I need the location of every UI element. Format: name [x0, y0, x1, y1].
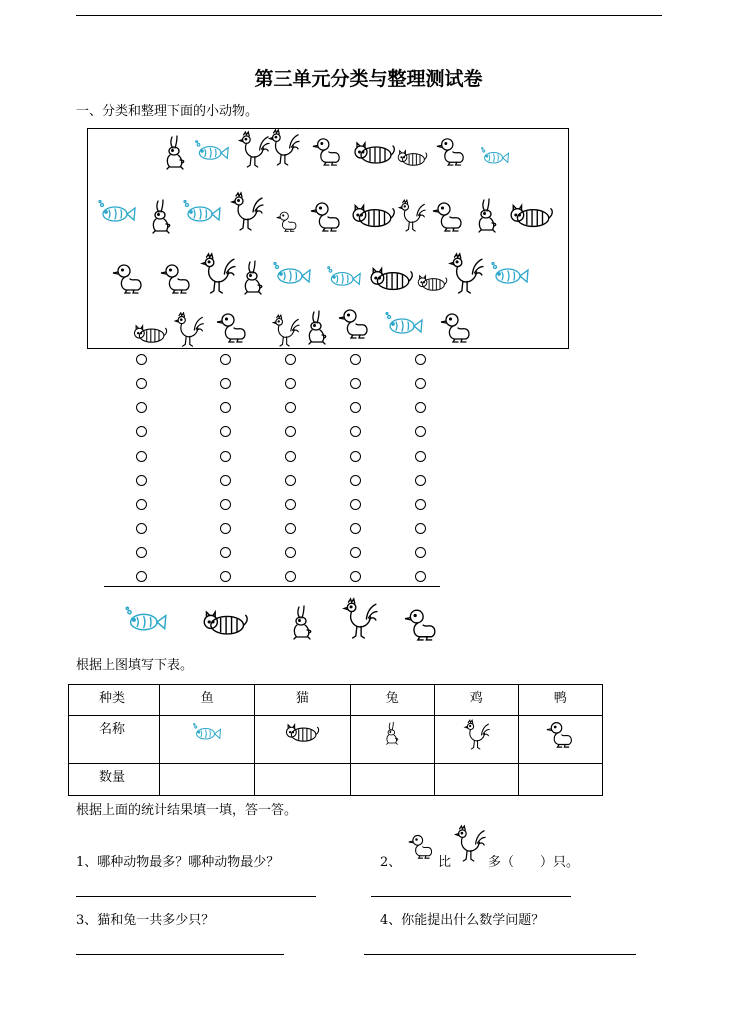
tally-circle[interactable]: [285, 426, 296, 437]
tally-circle[interactable]: [350, 475, 361, 486]
fish-icon: [124, 606, 168, 636]
tally-circle[interactable]: [136, 402, 147, 413]
cat-icon: [396, 148, 428, 168]
count-cell[interactable]: [434, 764, 518, 796]
rooster-icon: [170, 312, 206, 348]
answer-line-2[interactable]: [371, 896, 571, 897]
duck-icon: [276, 210, 298, 232]
questions-instruction: 根据上面的统计结果填一填，答一答。: [76, 803, 298, 818]
rabbit-icon: [160, 134, 190, 170]
duck-icon: [440, 310, 472, 344]
table-name-row: [69, 716, 603, 764]
question-2-number: 2、: [380, 855, 402, 870]
rooster-icon: [270, 314, 300, 348]
cat-icon: [132, 322, 168, 346]
duck-icon: [546, 718, 574, 750]
tally-circle[interactable]: [285, 499, 296, 510]
cat-icon: [201, 608, 249, 638]
duck-icon: [112, 262, 144, 294]
rooster-icon: [396, 198, 426, 234]
answer-line-4[interactable]: [364, 954, 636, 955]
fish-icon: [272, 262, 312, 288]
tally-circle[interactable]: [415, 378, 426, 389]
header-cell: 鸭: [518, 685, 602, 716]
tally-circle[interactable]: [350, 354, 361, 365]
tally-circle[interactable]: [220, 499, 231, 510]
table-instruction: 根据上图填写下表。: [76, 658, 194, 673]
question-2-bi: 比: [438, 855, 452, 870]
tally-circle[interactable]: [350, 547, 361, 558]
duck-icon: [404, 606, 438, 642]
tally-circle[interactable]: [350, 426, 361, 437]
tally-circle[interactable]: [136, 499, 147, 510]
fish-icon: [97, 200, 137, 226]
tally-circle[interactable]: [220, 547, 231, 558]
name-cell-rabbit: [350, 716, 434, 764]
cat-icon: [352, 140, 396, 166]
fish-icon: [384, 312, 424, 338]
tally-circle[interactable]: [415, 475, 426, 486]
tally-circle[interactable]: [350, 571, 361, 582]
tally-circle[interactable]: [415, 499, 426, 510]
row-label: 名称: [69, 716, 160, 764]
count-cell[interactable]: [160, 764, 255, 796]
tally-circle[interactable]: [220, 475, 231, 486]
rabbit-icon: [238, 258, 268, 296]
rabbit-icon: [146, 198, 176, 234]
header-cell: 鱼: [160, 685, 255, 716]
tally-circle[interactable]: [136, 426, 147, 437]
answer-line-3[interactable]: [76, 954, 284, 955]
rooster-icon: [266, 128, 300, 168]
fish-icon: [194, 140, 230, 164]
cat-icon: [284, 721, 320, 745]
cat-icon: [508, 202, 554, 230]
rabbit-icon: [287, 602, 317, 642]
duck-icon: [436, 136, 466, 166]
duck-icon: [432, 200, 464, 232]
tally-circle[interactable]: [350, 378, 361, 389]
grid-baseline: [104, 586, 440, 587]
question-3: 3、猫和兔一共多少只？: [76, 913, 215, 928]
top-rule: [76, 15, 662, 16]
tally-circle[interactable]: [136, 451, 147, 462]
duck-icon: [408, 828, 434, 864]
fish-icon: [480, 147, 510, 167]
page-title: 第三单元分类与整理测试卷: [254, 68, 483, 90]
tally-circle[interactable]: [220, 426, 231, 437]
statistics-table: [68, 684, 603, 796]
duck-icon: [338, 306, 370, 340]
tally-circle[interactable]: [415, 547, 426, 558]
rooster-icon: [452, 824, 486, 864]
fish-icon: [490, 262, 530, 288]
name-cell-cat: [255, 716, 350, 764]
tally-circle[interactable]: [285, 451, 296, 462]
rooster-icon: [236, 130, 270, 170]
rooster-icon: [198, 252, 236, 296]
tally-circle[interactable]: [220, 451, 231, 462]
tally-circle[interactable]: [285, 378, 296, 389]
rooster-icon: [340, 596, 378, 642]
row-label: 数量: [69, 764, 160, 796]
tally-circle[interactable]: [285, 475, 296, 486]
count-cell[interactable]: [255, 764, 350, 796]
cat-icon: [350, 202, 396, 230]
table-header-row: [69, 685, 603, 716]
tally-circle[interactable]: [220, 378, 231, 389]
header-cell: 猫: [255, 685, 350, 716]
tally-circle[interactable]: [220, 402, 231, 413]
cat-icon: [416, 272, 448, 294]
tally-circle[interactable]: [415, 571, 426, 582]
duck-icon: [310, 200, 342, 232]
section-1-heading: 一、分类和整理下面的小动物。: [76, 104, 259, 119]
rooster-icon: [228, 190, 264, 234]
fish-icon: [182, 200, 222, 226]
tally-circle[interactable]: [415, 451, 426, 462]
name-cell-duck: [518, 716, 602, 764]
tally-circle[interactable]: [415, 426, 426, 437]
header-cell: 兔: [350, 685, 434, 716]
rabbit-icon: [382, 718, 402, 748]
tally-circle[interactable]: [285, 402, 296, 413]
tally-circle[interactable]: [220, 571, 231, 582]
tally-circle[interactable]: [415, 354, 426, 365]
tally-circle[interactable]: [136, 547, 147, 558]
count-cell[interactable]: [518, 764, 602, 796]
rabbit-icon: [472, 196, 502, 234]
question-4: 4、你能提出什么数学问题？: [380, 913, 545, 928]
tally-circle[interactable]: [350, 451, 361, 462]
tally-circle[interactable]: [285, 571, 296, 582]
fish-icon: [326, 266, 362, 290]
question-1: 1、哪种动物最多？哪种动物最少？: [76, 855, 280, 870]
question-2-rest: 多（ ）只。: [488, 855, 580, 870]
name-cell-rooster: [434, 716, 518, 764]
tally-circle[interactable]: [136, 475, 147, 486]
tally-circle[interactable]: [350, 402, 361, 413]
tally-circle[interactable]: [285, 523, 296, 534]
duck-icon: [312, 136, 342, 166]
tally-circle[interactable]: [136, 378, 147, 389]
tally-circle[interactable]: [350, 523, 361, 534]
rabbit-icon: [302, 308, 332, 346]
rooster-icon: [462, 718, 490, 752]
answer-line-1[interactable]: [76, 896, 316, 897]
tally-circle[interactable]: [285, 547, 296, 558]
tally-circle[interactable]: [415, 402, 426, 413]
duck-icon: [160, 262, 192, 294]
duck-icon: [216, 310, 248, 344]
tally-circle[interactable]: [220, 523, 231, 534]
name-cell-fish: [160, 716, 255, 764]
fish-icon: [192, 722, 222, 744]
header-cell: 种类: [69, 685, 160, 716]
tally-circle[interactable]: [415, 523, 426, 534]
rooster-icon: [446, 252, 484, 296]
cat-icon: [368, 264, 414, 294]
tally-circle[interactable]: [220, 354, 231, 365]
tally-circle[interactable]: [136, 354, 147, 365]
tally-circle[interactable]: [350, 499, 361, 510]
header-cell: 鸡: [434, 685, 518, 716]
table-count-row: [69, 764, 603, 796]
tally-circle[interactable]: [285, 354, 296, 365]
tally-circle[interactable]: [136, 523, 147, 534]
count-cell[interactable]: [350, 764, 434, 796]
tally-circle[interactable]: [136, 571, 147, 582]
